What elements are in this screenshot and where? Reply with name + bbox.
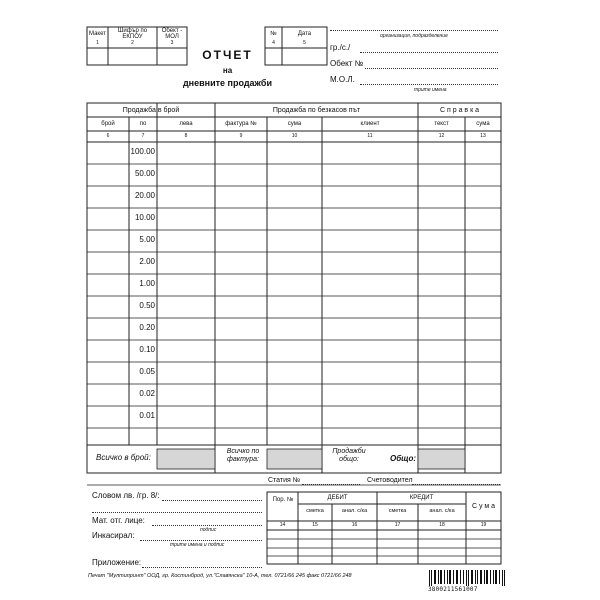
num-13: 13 xyxy=(480,133,486,139)
acc-smetka2: сметка xyxy=(388,508,407,514)
col-leva: лева xyxy=(179,121,193,127)
num-12: 12 xyxy=(438,133,445,139)
group-sales-cash: Продажба в брой xyxy=(122,107,180,114)
group-noncash: Продажба по безкасов път xyxy=(272,107,361,114)
col-data: Дата xyxy=(297,31,312,37)
organization-caption: организация, подразделение xyxy=(380,33,448,39)
label-statia: Статия № xyxy=(268,477,301,484)
printer-imprint: Печат "Мултипринт" ООД, гр. Костинброд, ул."Славянска" 10-А, тел. 0721/66 245 факс 0721/66 248 xyxy=(88,573,352,579)
acc-n15: 15 xyxy=(312,522,318,528)
denomination-cell: 20.00 xyxy=(134,191,155,200)
total-sales-label: Продажби общо: xyxy=(332,448,366,463)
label-obekt: Обект № xyxy=(330,59,364,68)
denomination-cell: 0.05 xyxy=(139,367,155,376)
num-7: 7 xyxy=(141,133,145,139)
col-suma2: сума xyxy=(476,121,490,127)
num-8: 8 xyxy=(184,133,188,139)
col-makeet: Макет xyxy=(89,31,106,37)
num-11: 11 xyxy=(367,133,373,139)
obekt-field[interactable] xyxy=(365,68,498,69)
col-klient: клиент xyxy=(360,121,380,127)
names-caption: трите имена xyxy=(414,87,447,93)
acc-n18: 18 xyxy=(439,522,445,528)
acc-debit: ДЕБИТ xyxy=(327,495,348,501)
prilozhenie-field[interactable] xyxy=(142,567,262,568)
acc-n17: 17 xyxy=(394,522,401,528)
label-schetovoditel: Счетоводител xyxy=(367,477,413,484)
col-faktura: фактура № xyxy=(225,121,257,127)
trite-imena-caption: трите имена и подпис xyxy=(170,542,225,548)
col-no: № xyxy=(270,31,277,37)
report-title-na: на xyxy=(222,66,233,75)
organization-line[interactable] xyxy=(330,30,498,31)
col-no-num: 4 xyxy=(272,40,275,46)
label-mol: М.О.Л. xyxy=(330,75,355,84)
acc-n19: 19 xyxy=(480,522,487,528)
label-grad: гр./с./ xyxy=(330,43,351,52)
acc-anal2: анал. с/ка xyxy=(429,508,455,514)
slovom-field[interactable] xyxy=(162,500,262,501)
acc-anal: анал. с/ка xyxy=(341,508,368,514)
label-prilozhenie: Приложение: xyxy=(92,558,142,567)
col-broy: брой xyxy=(101,121,115,127)
denomination-cell: 50.00 xyxy=(134,169,155,178)
denomination-cell: 0.01 xyxy=(139,411,155,420)
total-invoice-label: Всичко по фактура: xyxy=(226,448,260,463)
col-tekst: текст xyxy=(434,121,449,127)
denomination-cell: 10.00 xyxy=(134,213,155,222)
acc-n14: 14 xyxy=(279,522,286,528)
denomination-cell: 0.02 xyxy=(139,389,155,398)
denomination-cell: 1.00 xyxy=(139,279,155,288)
statia-field[interactable] xyxy=(302,484,360,485)
inkasiral-field[interactable] xyxy=(140,540,262,541)
col-suma: сума xyxy=(287,121,302,127)
num-6: 6 xyxy=(106,133,110,139)
group-spravka: С п р а в к а xyxy=(440,107,479,114)
label-inkasiral: Инкасирал: xyxy=(92,531,135,540)
col-po: по xyxy=(139,121,147,127)
acc-kredit: КРЕДИТ xyxy=(409,495,434,501)
denomination-cell: 0.50 xyxy=(139,301,155,310)
denomination-cell: 5.00 xyxy=(139,235,155,244)
denomination-cell: 100.00 xyxy=(130,147,155,156)
col-data-num: 5 xyxy=(303,40,306,46)
col-obekt-mol: Обект - МОЛ xyxy=(161,28,183,41)
col-makeet-num: 1 xyxy=(96,40,99,46)
acc-n16: 16 xyxy=(351,522,358,528)
num-10: 10 xyxy=(291,133,298,139)
slovom-field-2[interactable] xyxy=(92,512,262,513)
mol-field[interactable] xyxy=(360,84,498,85)
acc-por-no: Пор. № xyxy=(272,497,294,503)
col-shifar: Шифър по ЕКПОУ xyxy=(117,28,148,41)
acc-smetka: сметка xyxy=(306,508,324,514)
grad-field[interactable] xyxy=(360,52,498,53)
denomination-cell: 2.00 xyxy=(139,257,155,266)
num-9: 9 xyxy=(239,133,243,139)
mat-field[interactable] xyxy=(152,525,262,526)
col-shifar-num: 2 xyxy=(131,40,134,46)
label-slovom: Словом лв. /гр. 8/: xyxy=(92,491,160,500)
report-subtitle: дневните продажби xyxy=(182,78,273,88)
denomination-cell: 0.10 xyxy=(139,345,155,354)
col-obekt-mol-num: 3 xyxy=(170,40,174,46)
barcode-number: 3800211561007 xyxy=(428,586,478,593)
label-mat: Мат. отг. лице: xyxy=(92,516,145,525)
denomination-cell: 0.20 xyxy=(139,323,155,332)
podpis-caption: подпис xyxy=(200,527,217,533)
report-title: ОТЧЕТ xyxy=(202,48,253,62)
schetovoditel-field[interactable] xyxy=(412,484,500,485)
total-all-label: Общо: xyxy=(390,454,417,463)
acc-suma: С у м а xyxy=(471,503,496,510)
total-cash-label: Всичко в брой: xyxy=(96,453,151,462)
